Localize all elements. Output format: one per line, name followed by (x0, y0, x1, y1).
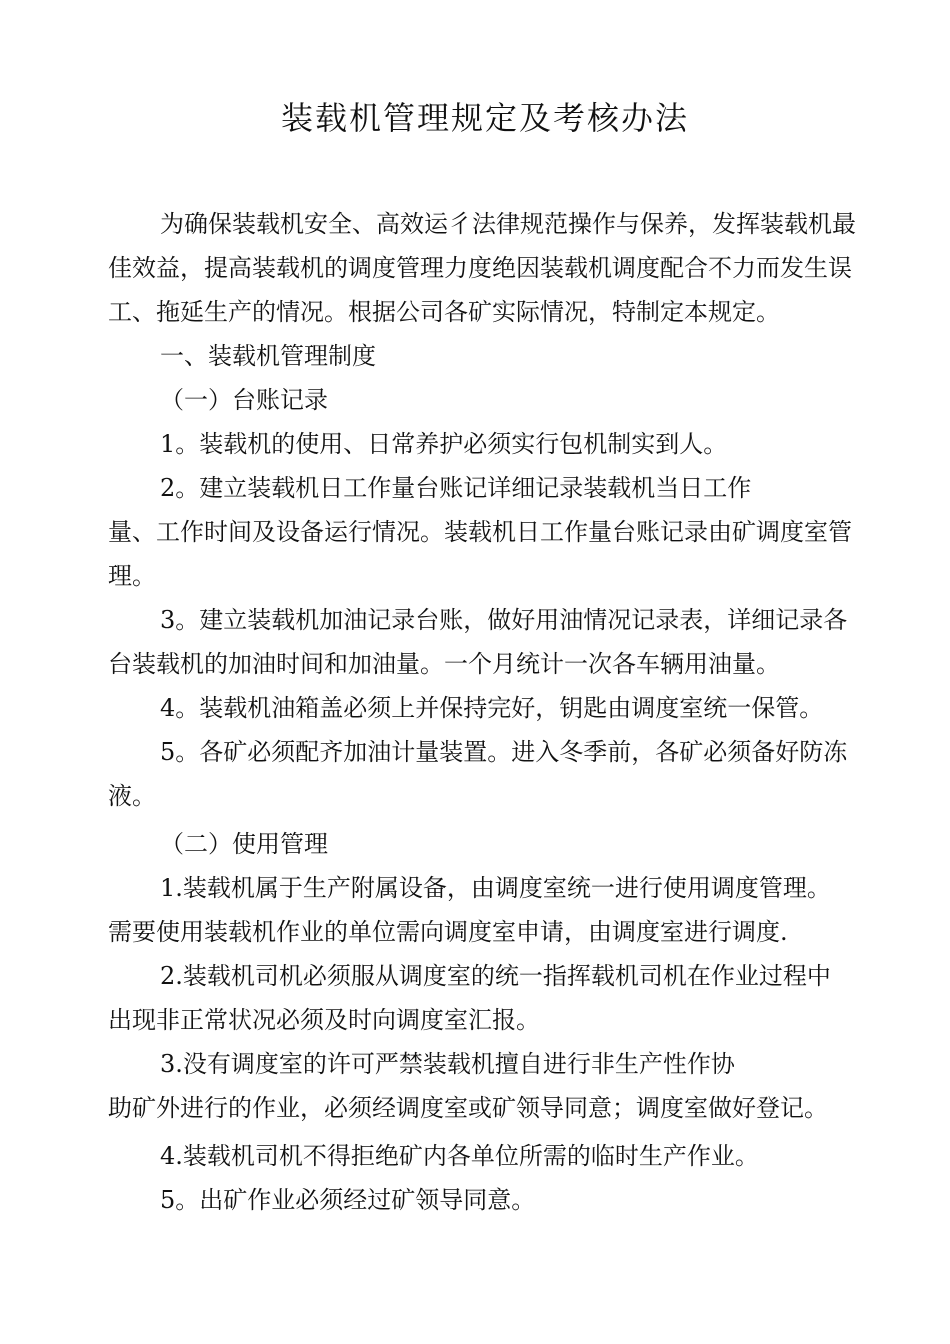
list-item: 5。各矿必须配齐加油计量装置。进入冬季前，各矿必须备好防冻 液。 (108, 738, 848, 810)
list-item: 3.没有调度室的许可严禁装载机擅自进行非生产性作协 助矿外进行的作业，必须经调度室或矿领导同意；调度室做好登记。 (108, 1050, 828, 1122)
list-item: 1.装载机属于生产附属设备，由调度室统一进行使用调度管理。 需要使用装载机作业的单位需向调度室申请，由调度室进行调度. (108, 874, 831, 946)
intro-paragraph (108, 202, 934, 334)
list-item: 2.装载机司机必须服从调度室的统一指挥载机司机在作业过程中 出现非正常状况必须及时向调度室汇报。 (108, 962, 831, 1034)
text-line: 为确保装载机安全、高效运彳法律规范操作与保养，发挥装载机最 (160, 210, 856, 238)
list-item: 2。建立装载机日工作量台账记详细记录装载机当日工作 量、工作时间及设备运行情况。装载机日工作量台账记录由矿调度室管 理。 (108, 474, 852, 590)
list-item: 4.装载机司机不得拒绝矿内各单位所需的临时生产作业。 (160, 1142, 759, 1170)
list-item: 4。装载机油箱盖必须上并保持完好，钥匙由调度室统一保管。 (160, 694, 824, 722)
page-title: 装载机管理规定及考核办法 (280, 99, 689, 137)
list-item: 5。出矿作业必须经过矿领导同意。 (160, 1186, 536, 1214)
list-item: 3。建立装载机加油记录台账，做好用油情况记录表，详细记录各 台装载机的加油时间和加油量。一个月统计一次各车辆用油量。 (108, 606, 848, 678)
subsection-heading: （二）使用管理 (160, 830, 328, 858)
section-heading: 一、装载机管理制度 (160, 342, 376, 370)
text-line: 工、拖延生产的情况。根据公司各矿实际情况，特制定本规定。 (108, 298, 780, 326)
text-line: 佳效益，提高装载机的调度管理力度绝因装载机调度配合不力而发生误 (108, 254, 852, 282)
list-item: 1。装载机的使用、日常养护必须实行包机制实到人。 (160, 430, 728, 458)
subsection-heading: （一）台账记录 (160, 386, 328, 414)
